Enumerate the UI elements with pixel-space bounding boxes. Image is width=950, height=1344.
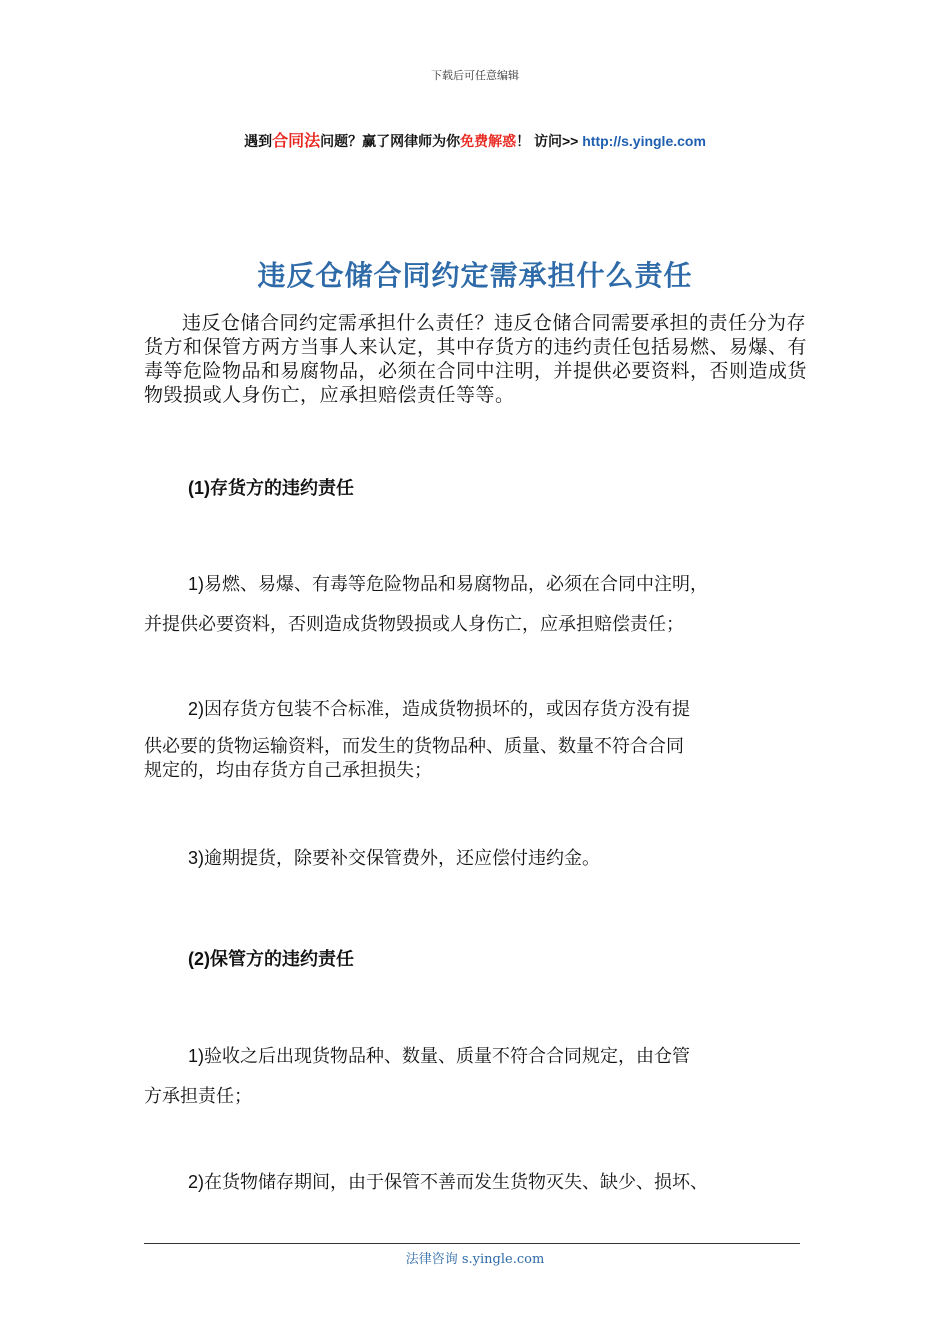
list-item-number: 2): [188, 699, 205, 719]
promo-text-3: ！ 访问>>: [516, 133, 583, 149]
list-item-line: 2)在货物储存期间，由于保管不善而发生货物灭失、缺少、损坏、: [188, 1172, 709, 1193]
footer-divider: [144, 1243, 800, 1244]
list-item: [144, 846, 820, 871]
section-heading-depositor: (1)存货方的违约责任: [188, 478, 354, 498]
list-item: [144, 1170, 820, 1195]
list-item-line: 方承担责任；: [144, 1086, 252, 1107]
footer-text: 法律咨询 s.yingle.com: [405, 1252, 545, 1267]
list-item-line: 并提供必要资料，否则造成货物毁损或人身伤亡，应承担赔偿责任；: [144, 614, 684, 635]
promo-link[interactable]: http://s.yingle.com: [582, 133, 706, 149]
list-item-line: 3)逾期提货，除要补交保管费外，还应偿付违约金。: [188, 848, 601, 869]
list-item: [144, 572, 820, 637]
list-item-number: 3): [188, 848, 205, 868]
list-item-number: 1): [188, 574, 205, 594]
promo-text-1: 遇到: [244, 133, 273, 149]
promo-text-2: 问题？赢了网律师为你: [320, 133, 461, 149]
intro-paragraph: 违反仓储合同约定需承担什么责任？违反仓储合同需要承担的责任分为存货方和保管方两方当事人来认定，其中存货方的违约责任包括易燃、易爆、有毒等危险物品和易腐物品，必须在合同中注明，并提供必要资料，否则造成货物毁损或人身伤亡，应承担赔偿责任等等。: [144, 312, 808, 406]
header-note: 下载后可任意编辑: [431, 69, 519, 82]
list-item-number: 1): [188, 1046, 205, 1066]
section-heading-custodian: (2)保管方的违约责任: [188, 949, 354, 969]
list-item-line: 2)因存货方包装不合标准，造成货物损坏的，或因存货方没有提: [188, 699, 691, 720]
promo-highlight-contract-law: 合同法: [272, 133, 321, 150]
list-item-line: 1)验收之后出现货物品种、数量、质量不符合合同规定，由仓管: [188, 1046, 691, 1067]
list-item-number: 2): [188, 1172, 205, 1192]
list-item-line: 供必要的货物运输资料，而发生的货物品种、质量、数量不符合合同: [144, 736, 684, 757]
list-item: [144, 1044, 820, 1109]
promo-highlight-free: 免费解惑: [460, 133, 517, 149]
list-item-line: 1)易燃、易爆、有毒等危险物品和易腐物品，必须在合同中注明，: [188, 574, 709, 595]
list-item: [144, 697, 820, 783]
document-title: 违反仓储合同约定需承担什么责任: [257, 259, 693, 292]
promo-banner: [0, 128, 950, 151]
list-item-line: 规定的，均由存货方自己承担损失；: [144, 760, 432, 781]
